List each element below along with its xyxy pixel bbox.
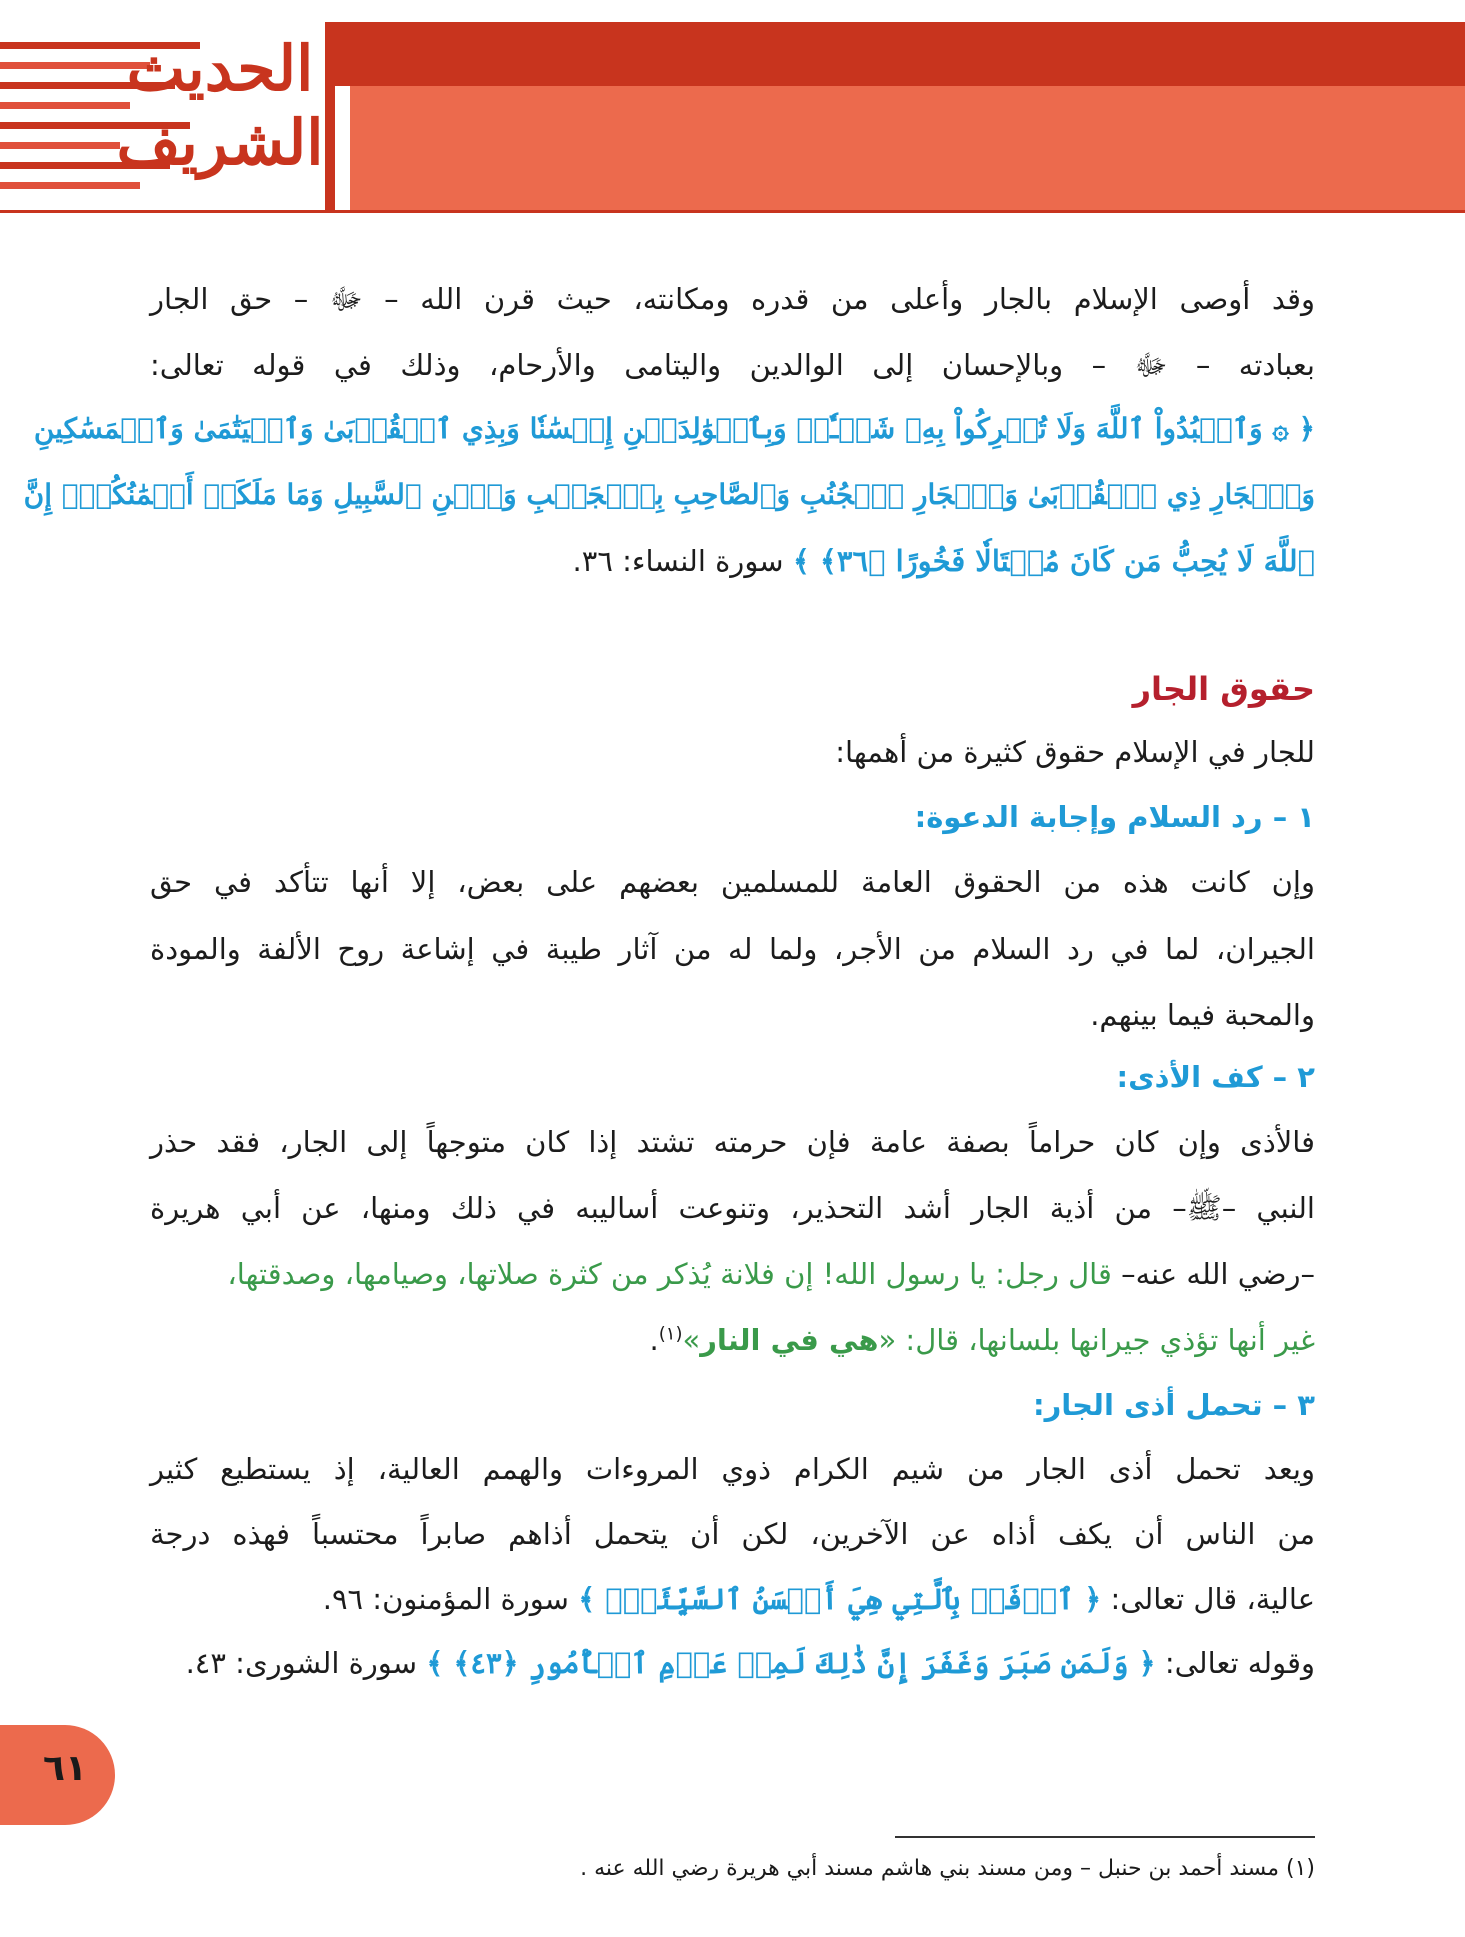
item-3-verse-1: ﴿ ٱدۡفَعۡ بِٱلَّتِي هِيَ أَحۡسَنُ ٱلسَّيِّئَةَۚ ﴾	[578, 1582, 1102, 1616]
item-1-line-2: الجيران، لما في رد السلام من الأجر، ولما له من آثار طيبة في إشاعة روح الألفة والمودة	[150, 932, 1315, 966]
verse-line-2: وَٱلۡجَارِ ذِي ٱلۡقُرۡبَىٰ وَٱلۡجَارِ ٱلۡجُنُبِ وَٱلصَّاحِبِ بِٱلۡجَنۢبِ وَٱبۡنِ ٱلسَّبِيلِ وَمَا مَلَكَتۡ أَيۡمَٰنُكُمۡۗ إِنَّ	[23, 478, 1315, 511]
item-2-line-1: فالأذى وإن كان حراماً بصفة عامة فإن حرمته تشتد إذا كان متوجهاً إلى الجار، فقد حذر	[150, 1125, 1315, 1159]
verse-line-3	[150, 544, 1315, 578]
item-2-title: ٢ – كف الأذى:	[1116, 1060, 1315, 1094]
item-3-line-2: من الناس أن يكف أذاه عن الآخرين، لكن أن يتحمل أذاهم صابراً محتسباً فهذه درجة	[150, 1517, 1315, 1551]
logo-title-line2: الشريف	[116, 106, 324, 179]
logo-title-line1: الحديث	[126, 32, 314, 105]
intro-line-2: بعبادته – ﷻ – وبالإحسان إلى الوالدين واليتامى والأرحام، وذلك في قوله تعالى:	[150, 348, 1315, 382]
item-2-hadith-line-1	[150, 1257, 1315, 1291]
item-3-verse-1-ref: سورة المؤمنون: ٩٦.	[322, 1582, 569, 1616]
item-2-hadith-line-2	[150, 1323, 1315, 1357]
footnote: (١) مسند أحمد بن حنبل – ومن مسند بني هاشم مسند أبي هريرة رضي الله عنه .	[580, 1856, 1315, 1881]
hadith-quote: هي في النار	[700, 1323, 879, 1357]
item-3-title: ٣ – تحمل أذى الجار:	[1032, 1388, 1315, 1422]
header-band-top	[335, 22, 1465, 86]
section-intro: للجار في الإسلام حقوق كثيرة من أهمها:	[835, 735, 1315, 769]
hadith-honorific: –رضي الله عنه–	[1121, 1257, 1315, 1291]
item-3-line-3-prefix: عالية، قال تعالى:	[1110, 1582, 1315, 1616]
header-rule	[0, 210, 1465, 213]
footnote-rule	[895, 1836, 1315, 1838]
verse-line-3-text: ٱللَّهَ لَا يُحِبُّ مَن كَانَ مُخۡتَالٗا فَخُورًا ﴿٣٦﴾ ﴾	[792, 544, 1315, 578]
footnote-marker: (١)	[658, 1323, 683, 1345]
logo-frame	[325, 22, 335, 210]
item-1-line-1: وإن كانت هذه من الحقوق العامة للمسلمين بعضهم على بعض، إلا أنها تتأكد في حق	[150, 865, 1315, 899]
header-band-bottom	[350, 86, 1465, 210]
chapter-logo	[0, 22, 335, 210]
item-1-line-3: والمحبة فيما بينهم.	[1090, 998, 1315, 1032]
logo-title	[110, 32, 330, 180]
logo-stripe	[0, 142, 120, 149]
hadith-text-1: قال رجل: يا رسول الله! إن فلانة يُذكر من كثرة صلاتها، وصيامها، وصدقتها،	[227, 1257, 1112, 1291]
item-1-title: ١ – رد السلام وإجابة الدعوة:	[914, 800, 1315, 834]
logo-stripe	[0, 182, 140, 189]
page-number: ٦١	[43, 1748, 87, 1789]
item-3-line-4	[150, 1646, 1315, 1680]
item-3-verse-2: ﴿ وَلَمَن صَبَرَ وَغَفَرَ إِنَّ ذَٰلِكَ لَمِنۡ عَزۡمِ ٱلۡأُمُورِ ﴿٤٣﴾ ﴾	[426, 1646, 1156, 1680]
item-3-line-4-prefix: وقوله تعالى:	[1164, 1646, 1315, 1680]
verse-line-1: ﴿ ۞ وَٱعۡبُدُواْ ٱللَّهَ وَلَا تُشۡرِكُواْ بِهِۦ شَيۡـٔٗاۖ وَبِٱلۡوَٰلِدَيۡنِ إِحۡسَٰنٗا وَبِذِي ٱلۡقُرۡبَىٰ وَٱلۡيَتَٰمَىٰ وَٱلۡمَسَٰكِينِ	[33, 412, 1315, 445]
section-title: حقوق الجار	[1132, 670, 1315, 708]
item-3-line-3	[150, 1582, 1315, 1616]
item-3-line-1: ويعد تحمل أذى الجار من شيم الكرام ذوي المروءات والهمم العالية، إذ يستطيع كثير	[150, 1452, 1315, 1486]
item-3-verse-2-ref: سورة الشورى: ٤٣.	[185, 1646, 418, 1680]
hadith-text-2b: »	[682, 1323, 701, 1357]
verse-reference: سورة النساء: ٣٦.	[572, 544, 784, 578]
hadith-text-2a: غير أنها تؤذي جيرانها بلسانها، قال: «	[878, 1323, 1315, 1357]
item-2-line-2: النبي –ﷺ– من أذية الجار أشد التحذير، وتنوعت أساليبه في ذلك ومنها، عن أبي هريرة	[150, 1191, 1315, 1225]
hadith-end: .	[649, 1323, 659, 1357]
intro-line-1: وقد أوصى الإسلام بالجار وأعلى من قدره ومكانته، حيث قرن الله – ﷻ – حق الجار	[150, 282, 1315, 316]
